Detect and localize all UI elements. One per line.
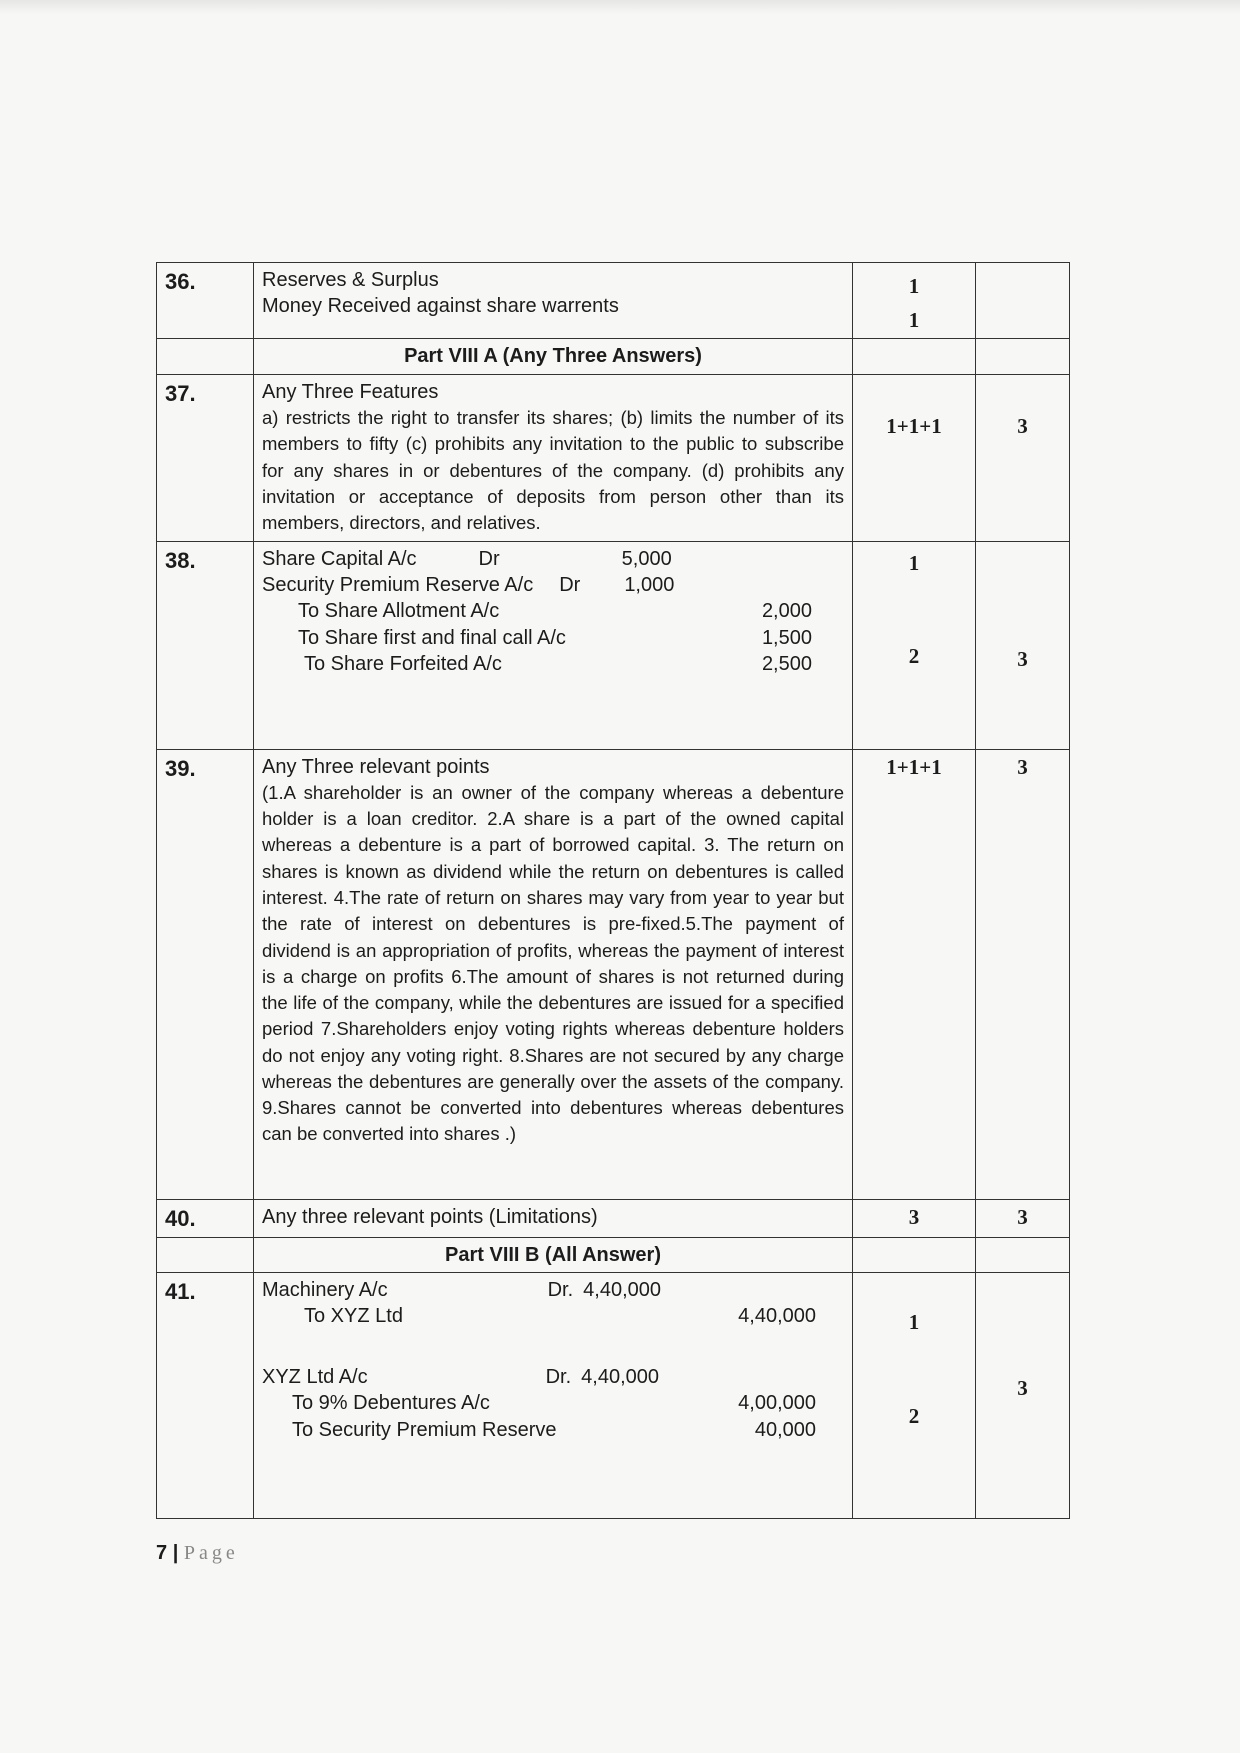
page-footer — [156, 1542, 239, 1565]
total-value: 3 — [1017, 413, 1028, 438]
question-number: 41. — [157, 1272, 254, 1518]
answer-line: Reserves & Surplus — [262, 269, 439, 291]
empty-cell — [157, 339, 254, 374]
marks-value: 1 — [908, 307, 920, 332]
debit-amount: 1,000 — [624, 573, 675, 596]
question-row-37 — [157, 374, 1070, 541]
marks-value: 2 — [908, 1403, 920, 1428]
account-name: To Share Allotment A/c — [298, 600, 500, 623]
journal-line — [262, 1277, 816, 1303]
debit-amount: 4,40,000 — [581, 1365, 660, 1388]
question-number: 39. — [157, 749, 254, 1199]
marks-value: 1 — [908, 274, 920, 298]
debit-amount: 4,40,000 — [583, 1278, 662, 1301]
journal-line — [262, 651, 812, 677]
marks-cell: 1+1+1 — [853, 749, 976, 1199]
journal-line — [262, 1303, 816, 1329]
answer-heading: Any three relevant points (Limitations) — [254, 1199, 853, 1237]
section-row-b — [157, 1237, 1070, 1272]
account-name: To XYZ Ltd — [304, 1305, 403, 1328]
journal-line — [262, 1417, 816, 1443]
answer-key-table — [156, 262, 1070, 1519]
journal-line — [262, 1364, 816, 1390]
dr-label: Dr — [478, 547, 500, 570]
question-number: 38. — [157, 541, 254, 749]
marks-value: 1+1+1 — [886, 413, 942, 438]
total-marks-cell — [976, 374, 1070, 541]
total-marks-cell: 3 — [976, 1199, 1070, 1237]
journal-line — [262, 1390, 816, 1416]
journal-entry-cell — [254, 541, 853, 749]
credit-amount: 4,00,000 — [738, 1392, 816, 1415]
answer-line: Money Received against share warrents — [262, 295, 619, 318]
page-separator: | — [172, 1542, 179, 1564]
spacer — [262, 1330, 816, 1364]
empty-cell — [853, 339, 976, 374]
page-number: 7 — [156, 1542, 168, 1564]
scan-edge-shadow — [0, 0, 1240, 14]
marks-cell — [853, 541, 976, 749]
account-name: To Share first and final call A/c — [298, 626, 566, 649]
journal-line — [262, 546, 812, 572]
dr-label: Dr. — [545, 1365, 572, 1388]
question-number: 37. — [157, 374, 254, 541]
total-value: 3 — [1017, 646, 1028, 671]
answer-cell — [254, 749, 853, 1199]
question-row-39 — [157, 749, 1070, 1199]
total-marks-cell — [976, 1272, 1070, 1518]
total-marks-cell — [976, 541, 1070, 749]
total-marks-cell: 3 — [976, 749, 1070, 1199]
marks-cell — [853, 374, 976, 541]
credit-amount: 2,500 — [761, 653, 812, 676]
answer-text: (1.A shareholder is an owner of the company whereas a debenture holder is a loan creditor. 2.A share is a part of the owned capital whereas a debenture is a part of borrowed capital. 3. The return on shares is known as dividend while the return on debentures is called interest. 4.The rate of return on shares may vary from year to year but the rate of interest on debentures is pre-fixed.5.The payment of dividend is an appropriation of profits, whereas the payment of interest is a charge on profits 6.The amount of shares is not returned during the life of the company, while the debentures are issued for a specified period 7.Shareholders enjoy voting rights whereas debenture holders do not enjoy any voting right. 8.Shares are not secured by any charge whereas the debentures are generally over the assets of the company. 9.Shares cannot be converted into debentures whereas debentures can be converted into shares .) — [262, 781, 844, 1145]
answer-heading: Any Three relevant points — [262, 755, 490, 778]
account-name: To Share Forfeited A/c — [304, 653, 502, 676]
question-row-36 — [157, 263, 1070, 339]
question-row-41 — [157, 1272, 1070, 1518]
account-name: Machinery A/c — [262, 1278, 388, 1301]
section-heading-b: Part VIII B (All Answer) — [254, 1237, 853, 1272]
account-name: Share Capital A/c — [262, 547, 417, 570]
marks-value: 1 — [908, 1309, 920, 1334]
empty-cell — [976, 339, 1070, 374]
marks-cell — [853, 1272, 976, 1518]
credit-amount: 40,000 — [754, 1418, 816, 1441]
total-value: 3 — [1017, 1375, 1028, 1400]
dr-label: Dr — [559, 573, 581, 596]
section-heading-a: Part VIII A (Any Three Answers) — [254, 339, 853, 374]
dr-label: Dr. — [547, 1278, 574, 1301]
answer-text: a) restricts the right to transfer its shares; (b) limits the number of its members to fifty (c) prohibits any invitation to the public to subscribe for any shares in or debentures of the company. (d) prohibits any invitation or acceptance of deposits from person other than its members, directors, and relatives. — [262, 407, 844, 534]
question-row-40 — [157, 1199, 1070, 1237]
journal-line — [262, 598, 812, 624]
account-name: To Security Premium Reserve — [292, 1418, 557, 1441]
total-marks-cell — [976, 263, 1070, 339]
marks-value: 1 — [908, 550, 920, 575]
debit-amount: 5,000 — [621, 547, 672, 570]
empty-cell — [157, 1237, 254, 1272]
question-number: 36. — [157, 263, 254, 339]
answer-cell — [254, 374, 853, 541]
credit-amount: 2,000 — [761, 600, 812, 623]
page-label: Page — [183, 1542, 239, 1564]
account-name: XYZ Ltd A/c — [262, 1365, 368, 1388]
question-number: 40. — [157, 1199, 254, 1237]
journal-line — [262, 572, 812, 598]
journal-entry-cell — [254, 1272, 853, 1518]
section-row-a — [157, 339, 1070, 374]
marks-cell: 3 — [853, 1199, 976, 1237]
empty-cell — [853, 1237, 976, 1272]
answer-heading: Any Three Features — [262, 380, 439, 403]
account-name: Security Premium Reserve A/c — [262, 573, 534, 596]
marks-cell — [853, 263, 976, 339]
marks-value: 2 — [908, 644, 920, 669]
question-row-38 — [157, 541, 1070, 749]
journal-line — [262, 625, 812, 651]
credit-amount: 4,40,000 — [738, 1305, 816, 1328]
credit-amount: 1,500 — [761, 626, 812, 649]
answer-cell — [254, 263, 853, 339]
account-name: To 9% Debentures A/c — [292, 1392, 490, 1415]
empty-cell — [976, 1237, 1070, 1272]
